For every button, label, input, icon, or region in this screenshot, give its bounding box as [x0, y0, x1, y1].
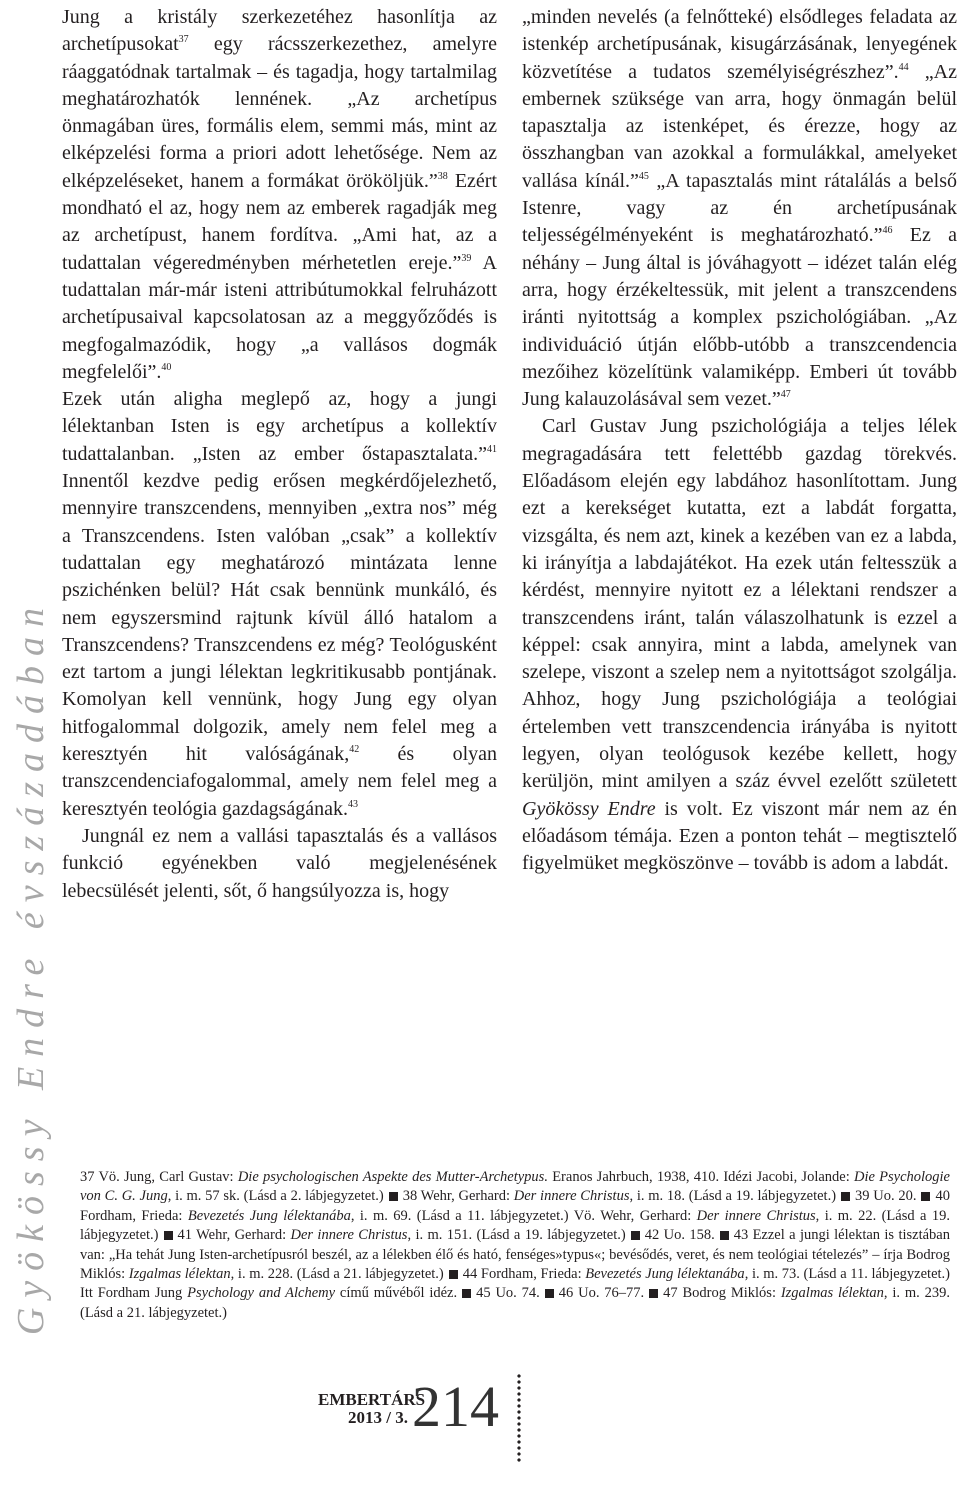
- footnote: 38 Wehr, Gerhard: Der innere Christus, i. m. 18. (Lásd a 19. lábjegyzetet.): [402, 1188, 837, 1205]
- footnote: 41 Wehr, Gerhard: Der innere Christus, i. m. 151. (Lásd a 19. lábjegyzetet.): [177, 1227, 626, 1244]
- decorative-dots: [514, 1373, 524, 1463]
- footnote-separator-square: [921, 1192, 930, 1201]
- footnote: 46 Uo. 76–77.: [558, 1285, 645, 1302]
- right-column: [522, 4, 957, 878]
- footnote-separator-square: [389, 1192, 398, 1201]
- page-number: 214: [412, 1374, 499, 1439]
- magazine-name: EMBERTÁRS: [318, 1390, 426, 1409]
- paragraph: Jung a kristály szerkezetéhez hasonlítja az archetípusokat$^{37}$ egy rácsszerkezethez, amelyre ráaggatódnak tartalmak – és tagadja, hogy tartalmilag meghatározhatók lennének. „Az archetípus önmagában üres, formális elem, semmi más, mint az elképzelési forma a priori adott lehetősége. Nem az elképzeléseket, hanem a formákat örököljük.”$^{38}$ Ezért mondható el az, hogy nem az emberek ragadják meg az archetípust, hanem fordítva. „Ami hat, az a tudattalan végeredményben mérhetetlen ereje.”$^{39}$ A tudattalan már-már isteni attribútumokkal felruházott archetípusaival kapcsolatosan az a meggyőződés is megfogalmazódik, hogy „a vallásos dogmák megfelelői”.$^{40}$: [62, 6, 498, 383]
- footnotes: [80, 1168, 950, 1323]
- issue-number: 2013 / 3.: [348, 1408, 408, 1427]
- footnote: 42 Uo. 158.: [644, 1227, 715, 1244]
- footnote: 37 Vö. Jung, Carl Gustav: Die psychologischen Aspekte des Mutter-Archetypus. Eranos Jahrbuch, 1938, 410. Idézi Jacobi, Jolande: Die Psychologie von C. G. Jung, i. m. 57 sk. (Lásd a 2. lábjegyzetet.): [80, 1169, 950, 1205]
- footnote: 47 Bodrog Miklós: Izgalmas lélektan, i. m. 239. (Lásd a 21. lábjegyzetet.): [80, 1285, 950, 1321]
- running-title-text: Gyökössy Endre évszázadában: [10, 597, 52, 1335]
- footnote-separator-square: [462, 1289, 471, 1298]
- paragraph: Ezek után aligha meglepő az, hogy a jungi lélektanban Isten is egy archetípus a kollektív tudattalanban. „Isten az ember őstapasztalata.”$^{41}$ Innentől kezdve pedig erősen megkérdőjelezhető, mennyire transzcendens, mennyiben „extra nos” még a Transzcendens. Isten valóban „csak” a kollektív tudattalan egy meghatározó mintázata lenne pszichénken belül? Hát csak bennünk munkáló, és nem egyszersmind rajtunk kívül álló hatalom a Transzcendens? Transzcendens ez még? Teológusként ezt tartom a jungi lélektan legkritikusabb pontjának. Komolyan kell vennünk, hogy Jung egy olyan hitfogalommal dolgozik, amely nem felel meg a keresztyén hit valóságának,$^{42}$ és olyan transzcendenciafogalommal, amely nem felel meg a keresztyén teológia gazdagságának.$^{43}$: [62, 388, 497, 820]
- left-column: [62, 4, 497, 905]
- paragraph: Jungnál ez nem a vallási tapasztalás és a vallásos funkció egyénekben való megjelenésének lebecsülését jelenti, sőt, ő hangsúlyozza is, hogy: [62, 824, 497, 902]
- footnote-separator-square: [841, 1192, 850, 1201]
- footnote: 43 Ezzel a jungi lélektan is tisztában van: „Ha tehát Jung Isten-archetípusról beszél, az a lélekben élő és ható, fenséges»typus«; bevésődés, veret, és nem teológiai tételezés” – írja Bodrog Miklós: Izgalmas lélektan, i. m. 228. (Lásd a 21. lábjegyzetet.): [80, 1227, 950, 1283]
- footnote-separator-square: [164, 1231, 173, 1240]
- running-title: [8, 0, 54, 1335]
- paragraph: „minden nevelés (a felnőtteké) elsődleges feladata az istenkép archetípusának, kisugárzásának, lenyegének közvetítése a tudatos személyiségrészhez”.$^{44}$ „Az embernek szüksége van arra, hogy önmagán belül tapasztalja az istenképet, és érezze, hogy az összhangban van azokkal a formulákkal, amelyeket vallása kínál.”$^{45}$ „A tapasztalás mint rátalálás a belső Istenre, vagy az én archetípusának teljességélményeként is meghatározható.”$^{46}$ Ez a néhány – Jung által is jóváhagyott – idézet talán elég arra, hogy érzékeltessük, mit jelent a transzcendens iránti nyitottság a komplex pszichológiában. „Az individuáció útján előbb-utóbb a transzcendencia mezőihez közelítünk valamiképp. Emberi út tovább Jung kalauzolásával sem vezet.”$^{47}$: [522, 6, 957, 411]
- footnote-separator-square: [545, 1289, 554, 1298]
- footnote: 39 Uo. 20.: [855, 1188, 917, 1205]
- paragraph: Carl Gustav Jung pszichológiája a teljes lélek megragadására tett felettébb gazdag törekvés. Előadásom elején egy labdához hasonlítottam. Jung ezt a kerekséget kutatta, ezt a labdát forgatta, vizsgálta, és nem azt, kinek a kezében van ez a labda, ki irányítja a labdajátékot. Ha ezek után feltesszük a kérdést, mennyire nyitott ez a lélektani rendszer a transzcendens iránt, talán válaszolhatunk is ezzel a képpel: csak annyira, mint a labda, amelynek van szelepe, viszont a szelep nem a nyitottságot szolgálja. Ahhoz, hogy Jung pszichológiája a teológiai értelemben vett transzcendencia irányába is nyitott legyen, olyan teológusok kezébe kellett, hogy kerüljön, mint amilyen a száz évvel ezelőtt született Gyökössy Endre is volt. Ez viszont már nem az én előadásom témája. Ezen a ponton tehát – megtisztelő figyelmüket megköszönve – tovább is adom a labdát.: [522, 415, 957, 875]
- footnote-separator-square: [649, 1289, 658, 1298]
- footnote: 40 Fordham, Frieda: Bevezetés Jung lélektanába, i. m. 69. (Lásd a 11. lábjegyzetet.) Vö. Wehr, Gerhard: Der innere Christus, i. m. 22. (Lásd a 19. lábjegyzetet.): [80, 1188, 950, 1244]
- footnote-separator-square: [720, 1231, 729, 1240]
- page-footer: [318, 1375, 638, 1485]
- footnote: 45 Uo. 74.: [476, 1285, 540, 1302]
- magazine-info: [318, 1390, 426, 1427]
- footnote-separator-square: [631, 1231, 640, 1240]
- footnote-separator-square: [449, 1270, 458, 1279]
- footnote: 44 Fordham, Frieda: Bevezetés Jung lélektanába, i. m. 73. (Lásd a 11. lábjegyzetet.) Itt Fordham Jung Psychology and Alchemy című művéből idéz.: [80, 1266, 950, 1302]
